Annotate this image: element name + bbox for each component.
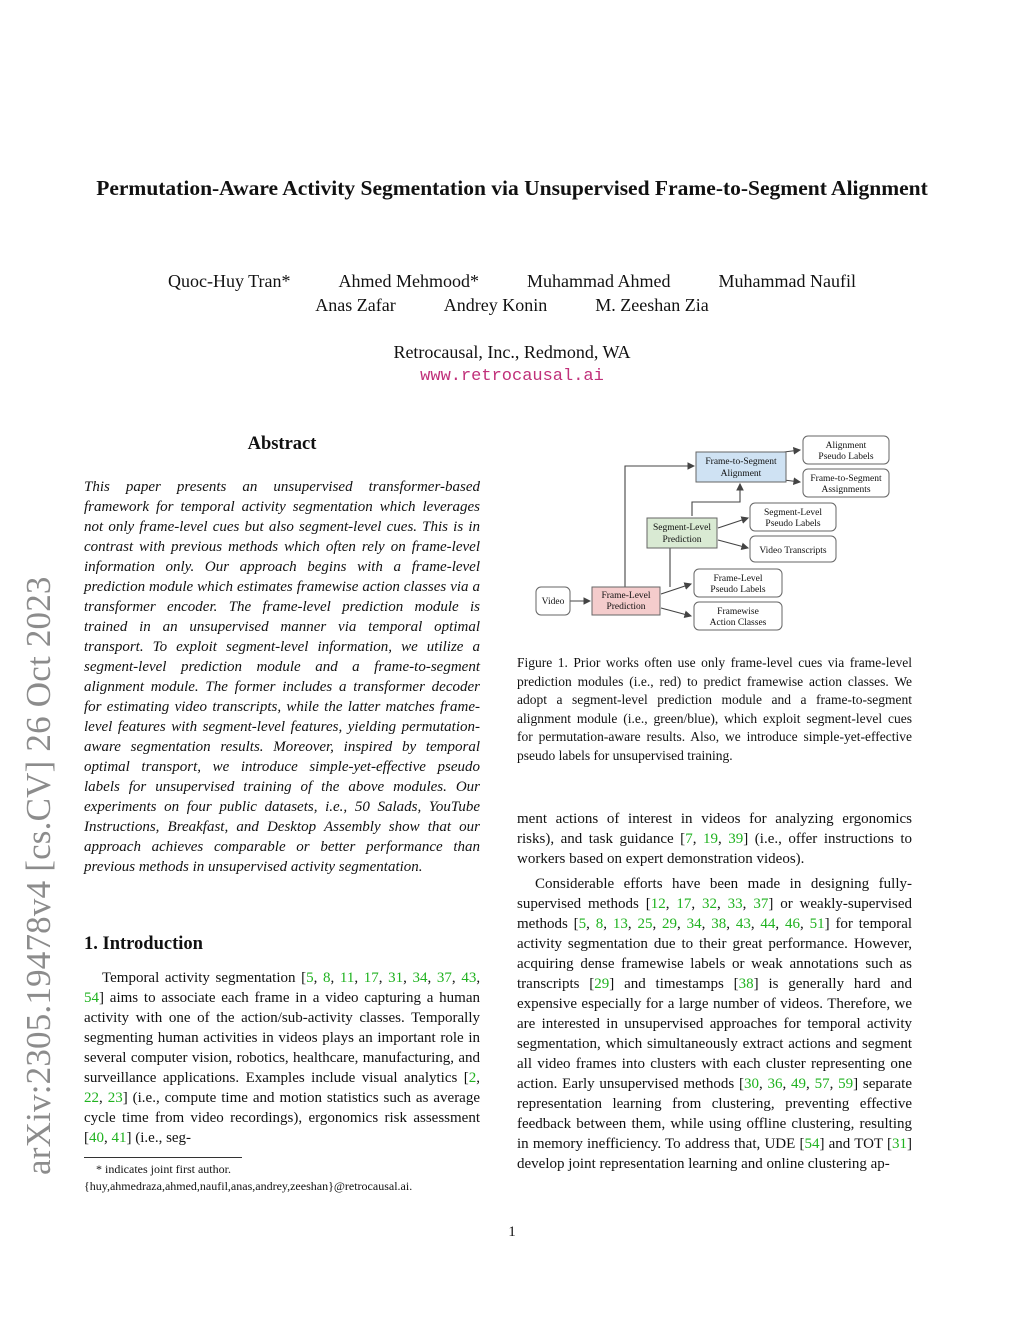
citation-link[interactable]: 43: [735, 916, 751, 932]
citation-link[interactable]: 51: [809, 916, 825, 932]
node-label: Prediction: [606, 602, 646, 612]
paper-title: Permutation-Aware Activity Segmentation via Unsupervised Frame-to-Segment Alignment: [96, 176, 928, 200]
node-label: Frame-to-Segment: [705, 457, 777, 467]
node-label: Action Classes: [709, 618, 767, 628]
citation-link[interactable]: 19: [702, 831, 718, 847]
footnote-emails: {huy,ahmedraza,ahmed,naufil,anas,andrey,zeeshan}@retrocausal.ai.: [84, 1179, 413, 1193]
footnotes: [84, 1161, 480, 1195]
citation-link[interactable]: 36: [767, 1076, 783, 1092]
intro-paragraph: Temporal activity segmentation [5, 8, 11, 17, 31, 34, 37, 43, 54] aims to associate each frame in a video capturing a human activity with one of the action/sub-activity classes. Temporally segmenting human activities in videos plays an important role in several computer vision, robotics, healthcare, manufacturing, and surveillance applications. Examples include visual analytics [2, 22, 23] (i.e., compute time and motion statistics such as average cycle time from video recordings), ergonomics risk assessment [40, 41] (i.e., seg-: [84, 970, 481, 1146]
citation-link[interactable]: 57: [814, 1076, 830, 1092]
citation-link[interactable]: 7: [685, 831, 693, 847]
node-label: Assignments: [821, 485, 871, 495]
citation-link[interactable]: 11: [339, 970, 355, 986]
node-label: Framewise: [717, 607, 759, 617]
node-label: Pseudo Labels: [818, 452, 874, 462]
author: Andrey Konin: [443, 295, 548, 315]
arxiv-stamp: arXiv:2305.19478v4 [cs.CV] 26 Oct 2023: [19, 576, 58, 1175]
citation-link[interactable]: 5: [306, 970, 314, 986]
author: Muhammad Ahmed: [527, 271, 671, 291]
citation-link[interactable]: 25: [637, 916, 653, 932]
author: Quoc-Huy Tran*: [168, 271, 291, 291]
footnote-rule: [84, 1157, 242, 1158]
citation-link[interactable]: 38: [738, 976, 754, 992]
citation-link[interactable]: 41: [111, 1130, 127, 1146]
node-label: Pseudo Labels: [710, 585, 766, 595]
footnote-joint-author: * indicates joint first author.: [96, 1162, 231, 1176]
citation-link[interactable]: 38: [711, 916, 727, 932]
node-label: Segment-Level: [652, 523, 712, 533]
citation-link[interactable]: 54: [804, 1136, 820, 1152]
author: Ahmed Mehmood*: [338, 271, 480, 291]
abstract-heading: Abstract: [247, 434, 317, 454]
author: M. Zeeshan Zia: [595, 295, 709, 315]
citation-link[interactable]: 33: [727, 896, 743, 912]
author: Muhammad Naufil: [718, 271, 856, 291]
citation-link[interactable]: 37: [753, 896, 769, 912]
author: Anas Zafar: [315, 295, 396, 315]
website-link[interactable]: www.retrocausal.ai: [420, 367, 604, 386]
authors-line-1: [60, 271, 964, 292]
citation-link[interactable]: 5: [578, 916, 587, 932]
citation-link[interactable]: 59: [838, 1076, 854, 1092]
citation-link[interactable]: 39: [728, 831, 744, 847]
citation-link[interactable]: 12: [650, 896, 666, 912]
figure-1-diagram: [520, 430, 900, 640]
figure-caption: Figure 1. Prior works often use only frame-level cues via frame-level prediction modules (i.e., red) to predict framewise action classes. We adopt a segment-level prediction module and a frame-to-segment alignment module (i.e., green/blue), which exploit segment-level cues for permutation-aware results. Also, we introduce simple-yet-effective pseudo labels for unsupervised training.: [517, 655, 912, 763]
right-paragraph-1: ment actions of interest in videos for analyzing ergonomics risks), and task guidance [7, 19, 39] (i.e., offer instructions to workers based on expert demonstration videos).: [517, 811, 913, 867]
node-label: Frame-Level: [713, 574, 763, 584]
node-label: Alignment: [825, 441, 867, 451]
right-paragraph-2: Considerable efforts have been made in designing fully-supervised methods [12, 17, 32, 33, 37] or weakly-supervised methods [5, 8, 13, 25, 29, 34, 38, 43, 44, 46, 51] for temporal activity segmentation due to their great performance. However, acquiring dense framewise labels or weak annotations such as transcripts [29] and timestamps [38] is generally hard and expensive especially for a large number of videos. Therefore, we are interested in unsupervised approaches for temporal activity segmentation, which simultaneously extract actions and segment all video frames into clusters with each cluster representing one action. Early unsupervised methods [30, 36, 49, 57, 59] separate representation learning from clustering, preventing effective feedback between them, while using offline clustering, resulting in memory inefficiency. To address that, UDE [54] and TOT [31] develop joint representation learning and online clustering ap-: [517, 876, 913, 1172]
citation-link[interactable]: 23: [107, 1090, 123, 1106]
citation-link[interactable]: 8: [323, 970, 331, 986]
node-label: Prediction: [662, 535, 702, 545]
citation-link[interactable]: 13: [612, 916, 628, 932]
citation-link[interactable]: 44: [760, 916, 776, 932]
abstract-text: This paper presents an unsupervised transformer-based framework for temporal activity segmentation which leverages not only frame-level cues but also segment-level cues. This is in contrast with previous methods which often rely on frame-level information only. Our approach begins with a frame-level prediction module which estimates framewise action classes via a transformer encoder. The frame-level prediction module is trained in an unsupervised manner via temporal optimal transport. To exploit segment-level information, we utilize a segment-level prediction module and a frame-to-segment alignment module. The former includes a transformer decoder for estimating video transcripts, while the latter matches frame-level features with segment-level features, yielding permutation-aware segmentation results. Moreover, inspired by temporal optimal transport, we introduce simple-yet-effective pseudo labels for unsupervised training of the above modules. Our experiments on four public datasets, i.e., 50 Salads, YouTube Instructions, Breakfast, and Desktop Assembly show that our approach achieves comparable or better performance than previous methods in unsupervised activity segmentation.: [84, 479, 480, 875]
citation-link[interactable]: 49: [791, 1076, 807, 1092]
citation-link[interactable]: 29: [594, 976, 610, 992]
citation-link[interactable]: 46: [785, 916, 801, 932]
citation-link[interactable]: 34: [412, 970, 428, 986]
citation-link[interactable]: 22: [84, 1090, 99, 1106]
node-label: Pseudo Labels: [765, 519, 821, 529]
affiliation: Retrocausal, Inc., Redmond, WA: [393, 342, 631, 362]
citation-link[interactable]: 43: [461, 970, 477, 986]
citation-link[interactable]: 31: [892, 1136, 907, 1152]
page-number: 1: [508, 1224, 516, 1240]
citation-link[interactable]: 30: [743, 1076, 759, 1092]
citation-link[interactable]: 34: [686, 916, 702, 932]
citation-link[interactable]: 40: [89, 1130, 104, 1146]
citation-link[interactable]: 54: [84, 990, 99, 1006]
node-label: Frame-to-Segment: [810, 474, 882, 484]
citation-link[interactable]: 8: [595, 916, 604, 932]
citation-link[interactable]: 2: [468, 1070, 477, 1086]
citation-link[interactable]: 17: [363, 970, 379, 986]
citation-link[interactable]: 29: [662, 916, 678, 932]
node-label: Alignment: [720, 469, 762, 479]
node-label: Frame-Level: [601, 591, 651, 601]
authors-line-2: [60, 295, 964, 316]
citation-link[interactable]: 17: [676, 896, 692, 912]
node-video: Video: [541, 597, 565, 607]
node-label: Video Transcripts: [759, 546, 827, 556]
node-label: Segment-Level: [763, 508, 823, 518]
section-heading: 1. Introduction: [84, 934, 203, 954]
citation-link[interactable]: 32: [702, 896, 718, 912]
citation-link[interactable]: 31: [388, 970, 404, 986]
citation-link[interactable]: 37: [436, 970, 452, 986]
